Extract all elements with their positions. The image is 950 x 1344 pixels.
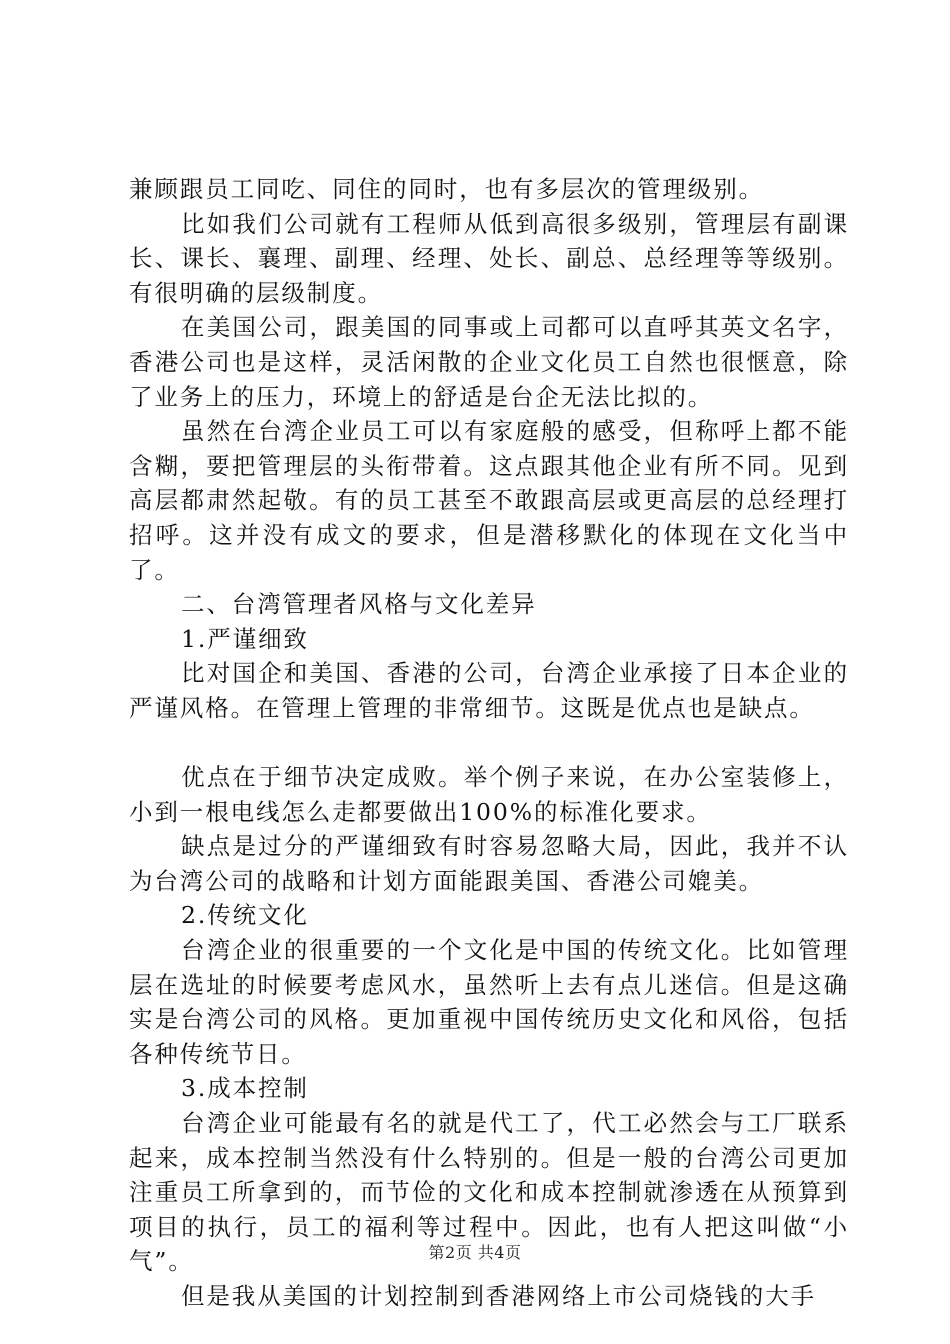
paragraph: 兼顾跟员工同吃、同住的同时，也有多层次的管理级别。 xyxy=(129,175,764,203)
paragraph: 但是我从美国的计划控制到香港网络上市公司烧钱的大手 xyxy=(181,1282,816,1310)
paragraph: 缺点是过分的严谨细致有时容易忽略大局，因此，我并不认为台湾公司的战略和计划方面能跟美国、香港公司媲美。 xyxy=(129,832,849,895)
section-heading: 二、台湾管理者风格与文化差异 xyxy=(181,590,537,619)
page-number-footer: 第2页 共4页 xyxy=(428,1243,522,1262)
paragraph: 在美国公司，跟美国的同事或上司都可以直呼其英文名字，香港公司也是这样，灵活闲散的企业文化员工自然也很惬意，除了业务上的压力，环境上的舒适是台企无法比拟的。 xyxy=(129,313,849,411)
paragraph: 优点在于细节决定成败。举个例子来说，在办公室装修上，小到一根电线怎么走都要做出100%的标准化要求。 xyxy=(129,763,849,826)
paragraph: 比如我们公司就有工程师从低到高很多级别，管理层有副课长、课长、襄理、副理、经理、处长、副总、总经理等等级别。有很明确的层级制度。 xyxy=(129,209,849,307)
subsection-heading: 3.成本控制 xyxy=(181,1074,309,1103)
paragraph: 比对国企和美国、香港的公司，台湾企业承接了日本企业的严谨风格。在管理上管理的非常细节。这既是优点也是缺点。 xyxy=(129,659,849,722)
paragraph: 台湾企业可能最有名的就是代工了，代工必然会与工厂联系起来，成本控制当然没有什么特别的。但是一般的台湾公司更加注重员工所拿到的，而节俭的文化和成本控制就渗透在从预算到项目的执行，员工的福利等过程中。因此，也有人把这叫做“小气”。 xyxy=(129,1109,849,1276)
subsection-heading: 2.传统文化 xyxy=(181,901,309,930)
document-body xyxy=(129,172,849,1314)
paragraph: 虽然在台湾企业员工可以有家庭般的感受，但称呼上都不能含糊，要把管理层的头衔带着。这点跟其他企业有所不同。见到高层都肃然起敬。有的员工甚至不敢跟高层或更高层的总经理打招呼。这并没有成文的要求，但是潜移默化的体现在文化当中了。 xyxy=(129,417,849,584)
paragraph: 台湾企业的很重要的一个文化是中国的传统文化。比如管理层在选址的时候要考虑风水，虽然听上去有点儿迷信。但是这确实是台湾公司的风格。更加重视中国传统历史文化和风俗，包括各种传统节日。 xyxy=(129,936,849,1068)
subsection-heading: 1.严谨细致 xyxy=(181,624,309,653)
